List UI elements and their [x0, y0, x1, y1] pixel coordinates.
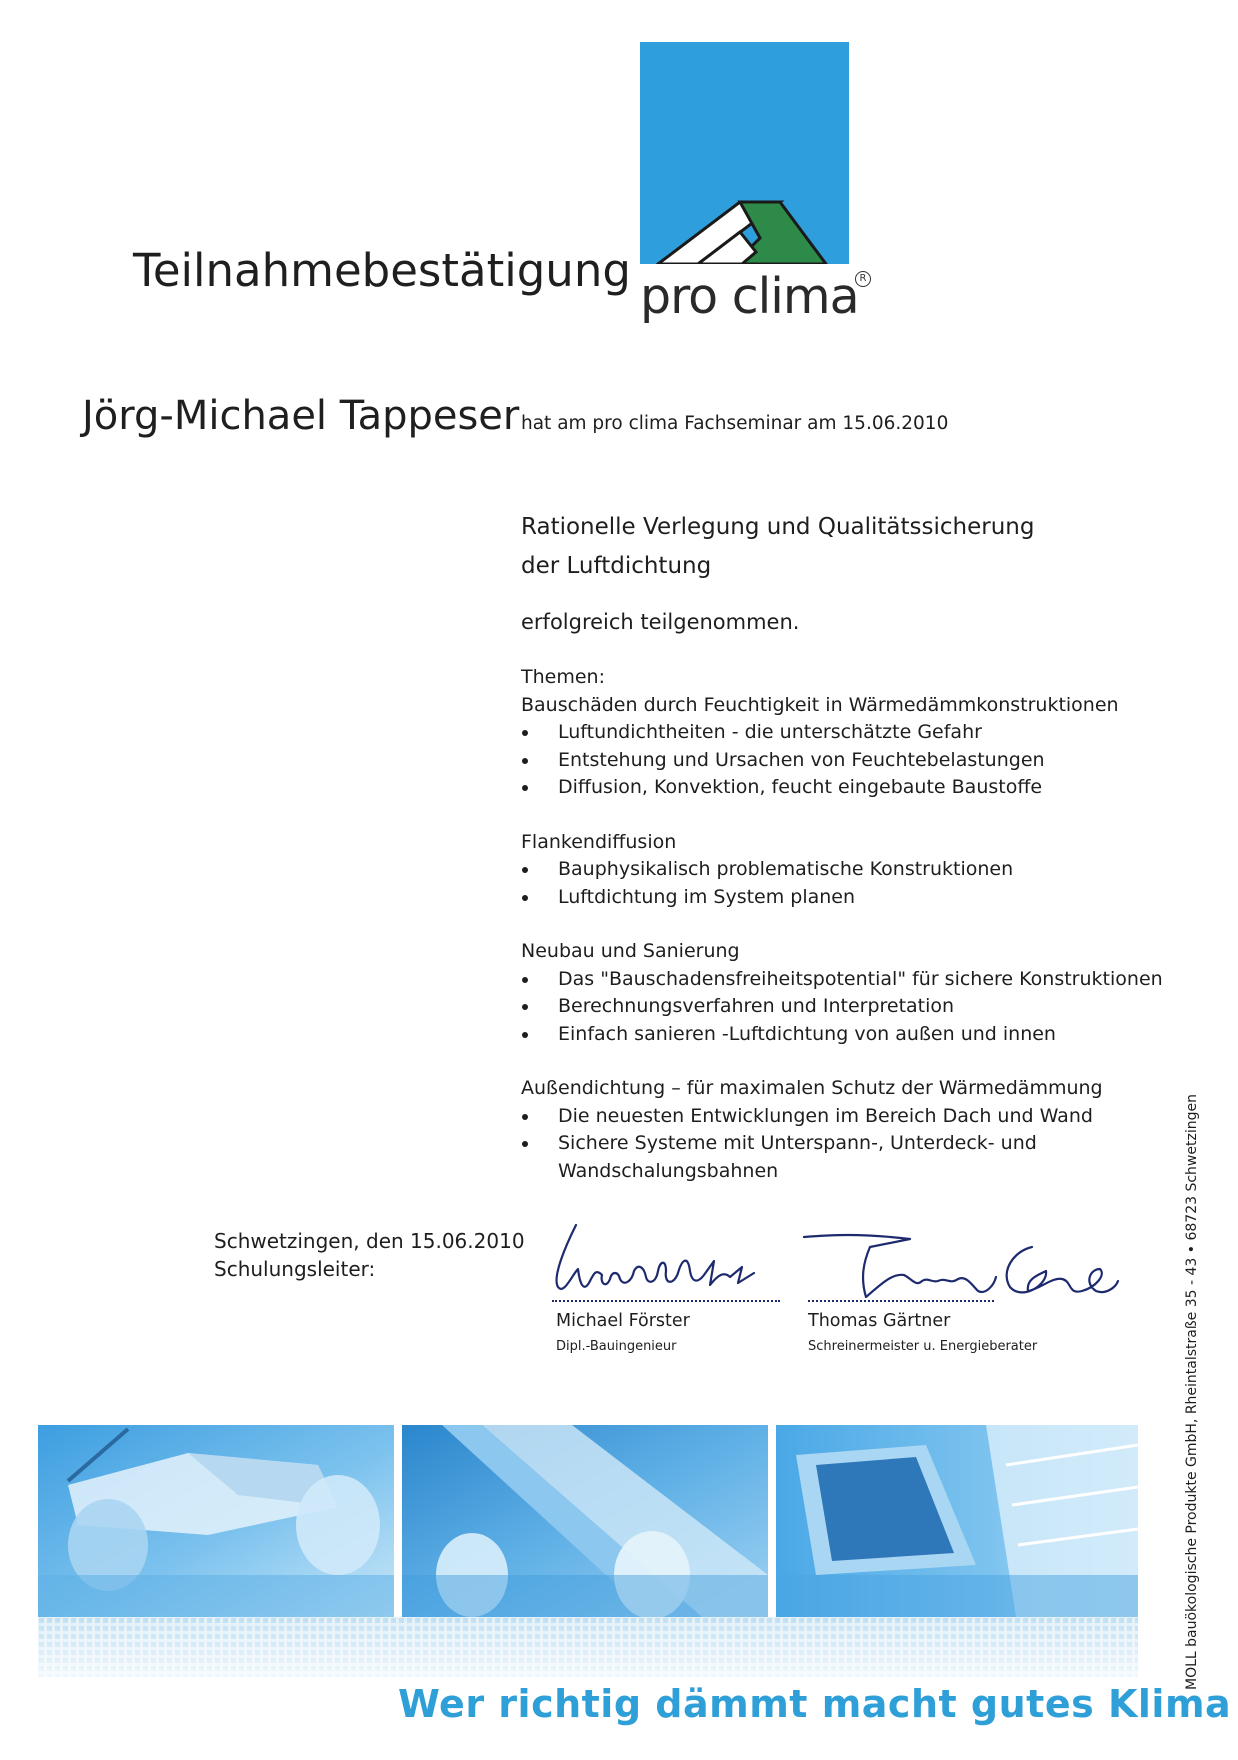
document-title: Teilnahmebestätigung — [133, 244, 631, 297]
photo-hands-membrane — [402, 1425, 768, 1617]
company-address: MOLL bauökologische Produkte GmbH, Rheintalstraße 35 - 43 • 68723 Schwetzingen — [1184, 1094, 1200, 1690]
topic-block — [521, 829, 1161, 912]
intro-text: hat am pro clima Fachseminar am 15.06.2010 — [521, 413, 949, 434]
topic-heading: Bauschäden durch Feuchtigkeit in Wärmedämmkonstruktionen — [521, 693, 1119, 716]
signature-michael-foerster — [548, 1215, 788, 1305]
participant-name: Jörg-Michael Tappeser — [82, 393, 520, 439]
leader-label: Schulungsleiter: — [214, 1257, 376, 1281]
photo-hands-taping — [38, 1425, 394, 1617]
topic-list — [521, 966, 1161, 1049]
logo-wordmark: pro clima — [640, 268, 859, 325]
list-item: Einfach sanieren -Luftdichtung von außen und innen — [521, 1021, 1161, 1049]
decorative-dot-strip — [38, 1617, 1138, 1677]
signatory-2-role: Schreinermeister u. Energieberater — [808, 1339, 1038, 1354]
signatory-1-role: Dipl.-Bauingenieur — [556, 1339, 677, 1354]
signature-line-2 — [808, 1300, 994, 1302]
slogan: Wer richtig dämmt macht gutes Klima — [398, 1682, 1232, 1726]
list-item: Sichere Systeme mit Unterspann-, Unterdeck- und — [521, 1130, 1161, 1158]
signature-line-1 — [552, 1300, 780, 1302]
list-item: Berechnungsverfahren und Interpretation — [521, 993, 1161, 1021]
topics-label: Themen: — [521, 666, 605, 688]
seminar-title — [521, 508, 1141, 586]
list-item: Luftdichtung im System planen — [521, 884, 1161, 912]
pro-clima-logo-mark — [640, 42, 849, 264]
topic-block — [521, 938, 1161, 1048]
topics-section — [521, 664, 1161, 1212]
list-item: Bauphysikalisch problematische Konstruktionen — [521, 856, 1161, 884]
topic-heading: Neubau und Sanierung — [521, 940, 740, 962]
list-item: Wandschalungsbahnen — [558, 1159, 779, 1182]
topic-heading: Außendichtung – für maximalen Schutz der Wärmedämmung — [521, 1077, 1103, 1099]
house-roof-icon — [640, 42, 849, 264]
topic-heading: Flankendiffusion — [521, 830, 677, 853]
place-and-date — [214, 1227, 525, 1283]
seminar-title-line-1: Rationelle Verlegung und Qualitätssicherung — [521, 514, 1035, 540]
list-item: Die neuesten Entwicklungen im Bereich Dach und Wand — [521, 1103, 1161, 1131]
success-text: erfolgreich teilgenommen. — [521, 610, 800, 634]
topic-block — [521, 1075, 1161, 1185]
topic-list — [521, 719, 1161, 802]
list-item: Entstehung und Ursachen von Feuchtebelastungen — [521, 747, 1161, 775]
place-date-text: Schwetzingen, den 15.06.2010 — [214, 1229, 525, 1253]
topic-list — [521, 1103, 1161, 1186]
signatory-1-name: Michael Förster — [556, 1311, 690, 1331]
topic-block — [521, 692, 1161, 802]
topic-list — [521, 856, 1161, 911]
signatory-2-name: Thomas Gärtner — [808, 1311, 951, 1331]
photo-roof-window — [776, 1425, 1138, 1617]
seminar-title-line-2: der Luftdichtung — [521, 553, 712, 579]
list-item: Luftundichtheiten - die unterschätzte Gefahr — [521, 719, 1161, 747]
list-item: Diffusion, Konvektion, feucht eingebaute Baustoffe — [521, 774, 1161, 802]
list-item: Das "Bauschadensfreiheitspotential" für sichere Konstruktionen — [521, 966, 1161, 994]
registered-mark: R — [855, 271, 871, 287]
